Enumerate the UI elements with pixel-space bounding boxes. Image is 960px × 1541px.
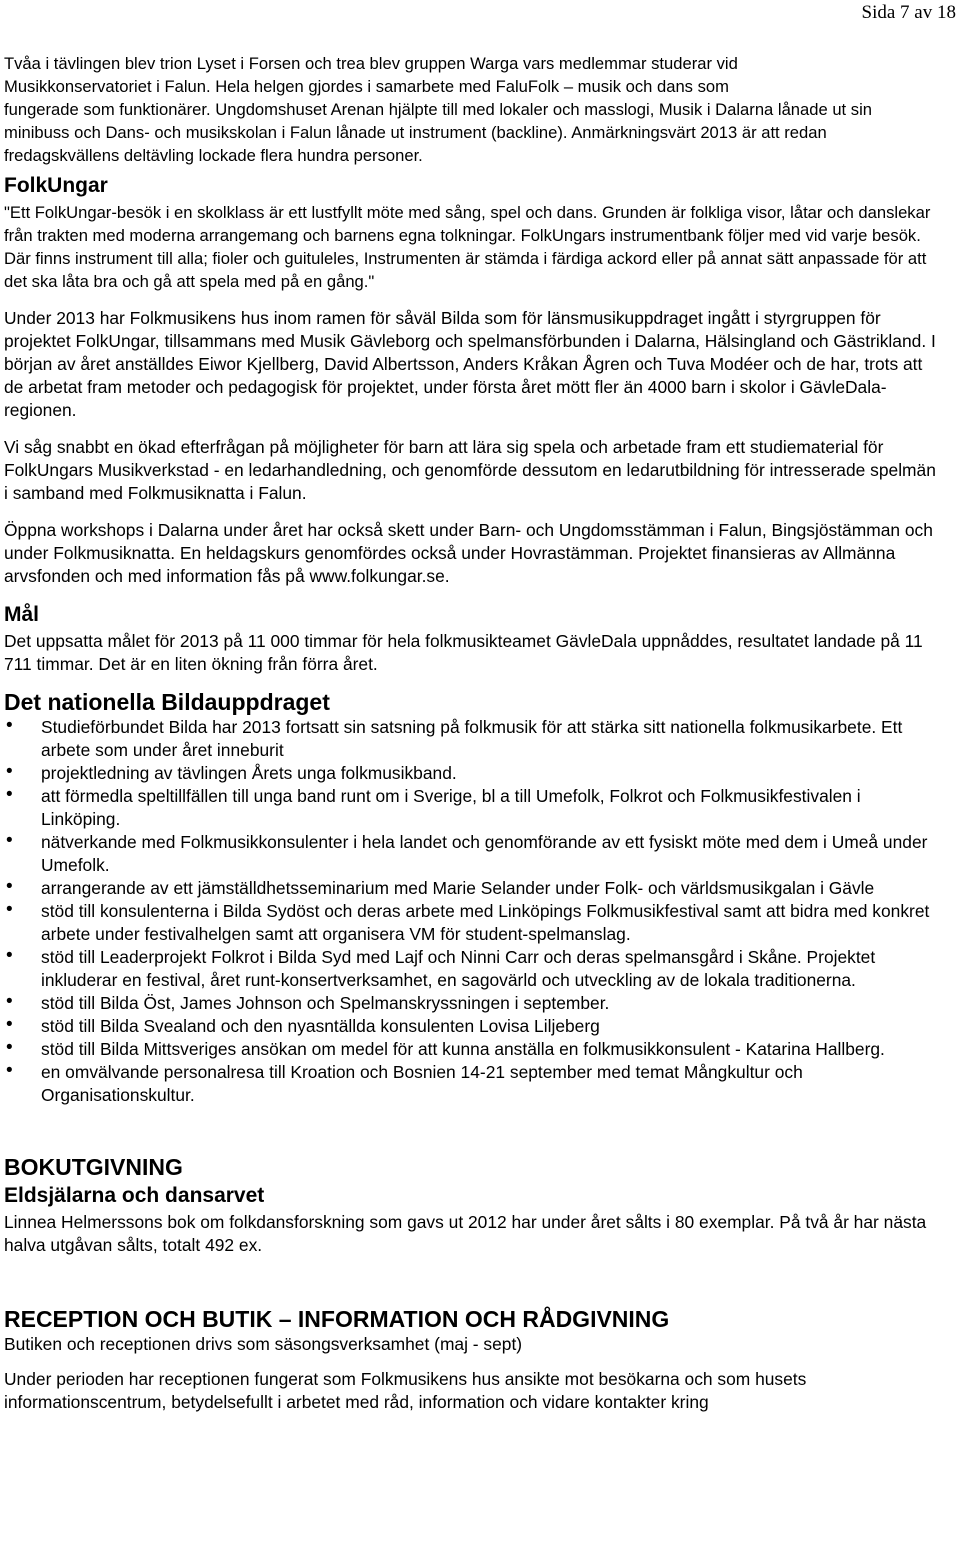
bullet-icon: • xyxy=(6,761,13,782)
bullet-icon: • xyxy=(6,1014,13,1035)
bullet-icon: • xyxy=(6,1060,13,1081)
list-item: • stöd till Bilda Mittsveriges ansökan om medel för att kunna anställa en folkmusikkonsulent - Katarina Hallberg. xyxy=(6,1037,885,1059)
mal-text: Det uppsatta målet för 2013 på 11 000 timmar för hela folkmusikteamet GävleDala uppnåddes, resultatet landade på 11 711 timmar. Det är en liten ökning från förra året. xyxy=(4,631,923,674)
bullet-icon: • xyxy=(6,830,13,851)
bullet-icon: • xyxy=(6,876,13,897)
folkungar-quote: "Ett FolkUngar-besök i en skolklass är ett lustfyllt möte med sång, spel och dans. Grunden är folkliga visor, låtar och danslekar från trakten med moderna arrangemang och barnens egna tolkningar. FolkUngars instrumentbank följer med vid varje besök. Där finns instrument till alla; fioler och guituleles, Instrumenten är stämda i färdiga ackord eller på annat sätt anpassade för att det ska låta bra och gå att spela med på en gång." xyxy=(4,203,931,291)
bullet-icon: • xyxy=(6,784,13,805)
list-item: • stöd till Bilda Svealand och den nyasntällda konsulenten Lovisa Liljeberg xyxy=(6,1014,600,1036)
page-number: Sida 7 av 18 xyxy=(861,2,956,23)
bildauppdraget-list xyxy=(4,716,940,1107)
list-item: • stöd till konsulenterna i Bilda Sydöst och deras arbete med Linköpings Folkmusikfestival samt att bidra med konkret arbete under festivalhelgen samt att organisera VM för student-spelmanslag. xyxy=(6,899,930,944)
list-item: • att förmedla speltillfällen till unga band runt om i Sverige, bl a till Umefolk, Folkrot och Folkmusikfestivalen i Linköping. xyxy=(6,784,861,829)
folkungar-paragraph-3: Öppna workshops i Dalarna under året har också skett under Barn- och Ungdomsstämman i Falun, Bingsjöstämman och under Folkmusiknatta. En heldagskurs genomfördes också under Hovrastämman. Projektet finansieras av Allmänna arvsfonden och med information fås på www.folkungar.se. xyxy=(4,520,933,586)
folkungar-paragraph-2: Vi såg snabbt en ökad efterfrågan på möjligheter för barn att lära sig spela och arbetade fram ett studiematerial för FolkUngars Musikverkstad - en ledarhandledning, och genomförde dessutom en ledarutbildning för intresserade spelmän i samband med Folkmusiknatta i Falun. xyxy=(4,437,936,503)
bullet-icon: • xyxy=(6,715,13,736)
bullet-icon: • xyxy=(6,945,13,966)
list-item: • en omvälvande personalresa till Kroation och Bosnien 14-21 september med temat Mångkultur och Organisationskultur. xyxy=(6,1060,803,1105)
intro-rest: Ungdomshuset Arenan hjälpte till med lokaler och masslogi, Musik i Dalarna lånade ut sin minibuss och Dans- och musikskolan i Falun lånade ut instrument (backline). Anmärkningsvärt 2013 är att redan fredagskvällens deltävling lockade flera hundra personer. xyxy=(4,100,872,165)
intro-line-2: Musikkonservatoriet i Falun. Hela helgen gjordes i samarbete med FaluFolk – musik och dans som xyxy=(4,77,729,96)
mal-heading: Mål xyxy=(4,603,40,626)
reception-heading: RECEPTION OCH BUTIK – INFORMATION OCH RÅDGIVNING xyxy=(4,1306,670,1332)
folkungar-paragraph-1: Under 2013 har Folkmusikens hus inom ramen för såväl Bilda som för länsmusikuppdraget ingått i styrgruppen för projektet FolkUngar, tillsammans med Musik Gävleborg och spelmansförbunden i Dalarna, Hälsingland och Gästrikland. I början av året anställdes Eiwor Kjellberg, David Albertsson, Anders Kråkan Ågren och Tuva Modéer och de har, trots att de arbetat fram metoder och pedagogisk för projektet, under första året mött fler än 4000 barn i skolor i GävleDala-regionen. xyxy=(4,308,936,420)
intro-line-3: fungerade som funktionärer. xyxy=(4,100,211,119)
bildauppdraget-heading: Det nationella Bildauppdraget xyxy=(4,689,330,715)
eldsjalarna-heading: Eldsjälarna och dansarvet xyxy=(4,1184,265,1207)
bullet-icon: • xyxy=(6,1037,13,1058)
list-item: • projektledning av tävlingen Årets unga folkmusikband. xyxy=(6,761,457,783)
bullet-icon: • xyxy=(6,899,13,920)
reception-text: Under perioden har receptionen fungerat som Folkmusikens hus ansikte mot besökarna och som husets informationscentrum, betydelsefullt i arbetet med råd, information och vidare kontakter kring xyxy=(4,1369,807,1412)
bullet-icon: • xyxy=(6,991,13,1012)
document-body xyxy=(4,52,940,1414)
list-item: • arrangerande av ett jämställdhetsseminarium med Marie Selander under Folk- och världsmusikgalan i Gävle xyxy=(6,876,875,898)
reception-subtitle: Butiken och receptionen drivs som säsongsverksamhet (maj - sept) xyxy=(4,1334,523,1354)
intro-line-1: Tvåa i tävlingen blev trion Lyset i Forsen och trea blev gruppen Warga vars medlemmar studerar vid xyxy=(4,54,738,73)
list-item: • nätverkande med Folkmusikkonsulenter i hela landet och genomförande av ett fysiskt möte med dem i Umeå under Umefolk. xyxy=(6,830,928,875)
list-item: • Studieförbundet Bilda har 2013 fortsatt sin satsning på folkmusik för att stärka sitt nationella folkmusikarbete. Ett arbete som under året inneburit xyxy=(6,715,903,760)
intro-paragraph xyxy=(4,52,940,167)
bokutgivning-heading: BOKUTGIVNING xyxy=(4,1154,183,1180)
bokutgivning-text: Linnea Helmerssons bok om folkdansforskning som gavs ut 2012 har under året sålts i 80 exemplar. På två år har nästa halva utgåvan sålts, totalt 492 ex. xyxy=(4,1212,927,1255)
list-item: • stöd till Bilda Öst, James Johnson och Spelmanskryssningen i september. xyxy=(6,991,610,1013)
folkungar-heading: FolkUngar xyxy=(4,174,108,197)
list-item: • stöd till Leaderprojekt Folkrot i Bilda Syd med Lajf och Ninni Carr och deras spelmansgård i Skåne. Projektet inkluderar en festival, året runt-konsertverksamhet, en sagovärld och utveckling av de lokala traditionerna. xyxy=(6,945,876,990)
